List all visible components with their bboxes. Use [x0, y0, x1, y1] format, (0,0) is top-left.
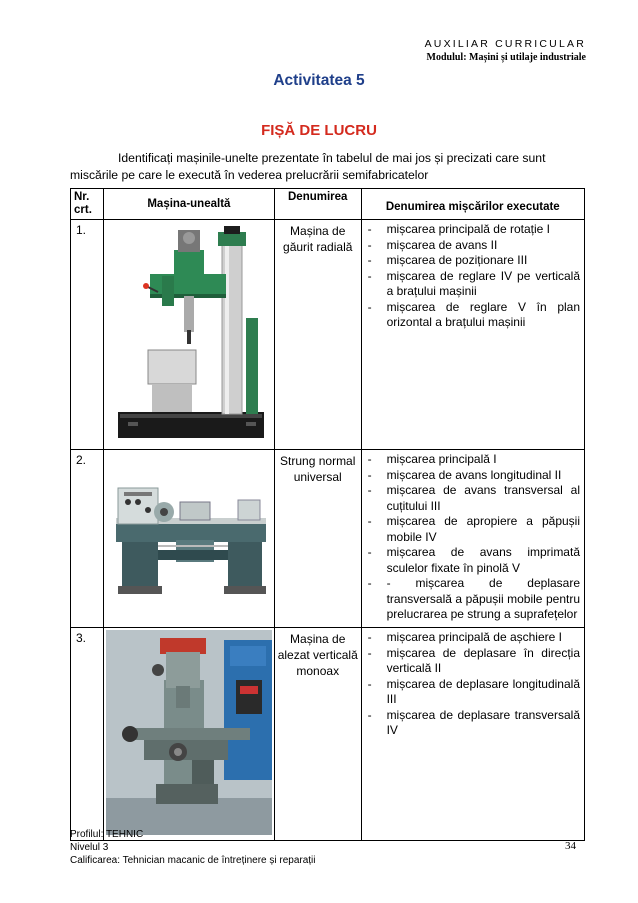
- movement-item: - mișcarea de deplasare longitudinală III: [366, 677, 580, 708]
- header-movements: Denumirea mișcărilor executate: [361, 189, 584, 220]
- vertical-boring-machine-image: [103, 628, 274, 841]
- movement-item: - mișcarea de poziționare III: [366, 253, 580, 269]
- movement-item: - mișcarea de reglare IV pe verticală a brațului mașinii: [366, 269, 580, 300]
- table-header-row: [71, 189, 585, 220]
- movement-item: - mișcarea principală de așchiere I: [366, 630, 580, 646]
- page-number: 34: [565, 840, 576, 852]
- movement-item: - mișcarea principală de rotație I: [366, 222, 580, 238]
- header-module-tag: AUXILIAR CURRICULAR: [424, 38, 586, 50]
- machines-table: [70, 188, 585, 841]
- footer-qualification: Calificarea: Tehnician macanic de întreținere și reparații: [70, 855, 316, 866]
- movements-cell: [361, 220, 584, 450]
- table-row: [71, 220, 585, 450]
- movement-item: - mișcarea de apropiere a păpușii mobile IV: [366, 514, 580, 545]
- movements-cell: [361, 450, 584, 628]
- row-number: 2.: [71, 450, 104, 628]
- header-name: Denumirea: [274, 189, 361, 220]
- movement-item: - mișcarea principală I: [366, 452, 580, 468]
- row-number: 3.: [71, 628, 104, 841]
- radial-drilling-machine-image: [103, 220, 274, 450]
- worksheet-title: FIȘĂ DE LUCRU: [261, 122, 377, 139]
- table-row: [71, 628, 585, 841]
- movement-item: - mișcarea de avans longitudinal II: [366, 468, 580, 484]
- machine-name: Mașina de găurit radială: [274, 220, 361, 450]
- footer-profile: Profilul: TEHNIC: [70, 829, 144, 840]
- movements-cell: [361, 628, 584, 841]
- movement-item: - mișcarea de avans II: [366, 238, 580, 254]
- header-nr: Nr. crt.: [71, 189, 104, 220]
- movement-item: - mișcarea de avans imprimată sculelor fixate în pinolă V: [366, 545, 580, 576]
- movement-item: - - mișcarea de deplasare transversală a păpușii mobile pentru prelucrarea pe strung a suprafețelor: [366, 576, 580, 623]
- movement-item: - mișcarea de deplasare transversală IV: [366, 708, 580, 739]
- machine-name: Strung normal universal: [274, 450, 361, 628]
- movement-item: - mișcarea de deplasare în direcția verticală II: [366, 646, 580, 677]
- page-footer: [70, 828, 316, 867]
- movement-item: - mișcarea de reglare V în plan orizontal a brațului mașinii: [366, 300, 580, 331]
- machine-name: Mașina de alezat verticală monoax: [274, 628, 361, 841]
- movement-item: - mișcarea de avans transversal al cuțitului III: [366, 483, 580, 514]
- universal-lathe-image: [103, 450, 274, 628]
- footer-level: Nivelul 3: [70, 842, 109, 853]
- header-module-name: Modulul: Mașini și utilaje industriale: [426, 52, 586, 63]
- table-row: [71, 450, 585, 628]
- intro-paragraph: Identificați mașinile-unelte prezentate în tabelul de mai jos și precizati care sunt miscările pe care le execută în vederea prelucrării semifabricatelor: [70, 151, 546, 182]
- row-number: 1.: [71, 220, 104, 450]
- header-machine: Mașina-unealtă: [103, 189, 274, 220]
- activity-title: Activitatea 5: [273, 72, 365, 89]
